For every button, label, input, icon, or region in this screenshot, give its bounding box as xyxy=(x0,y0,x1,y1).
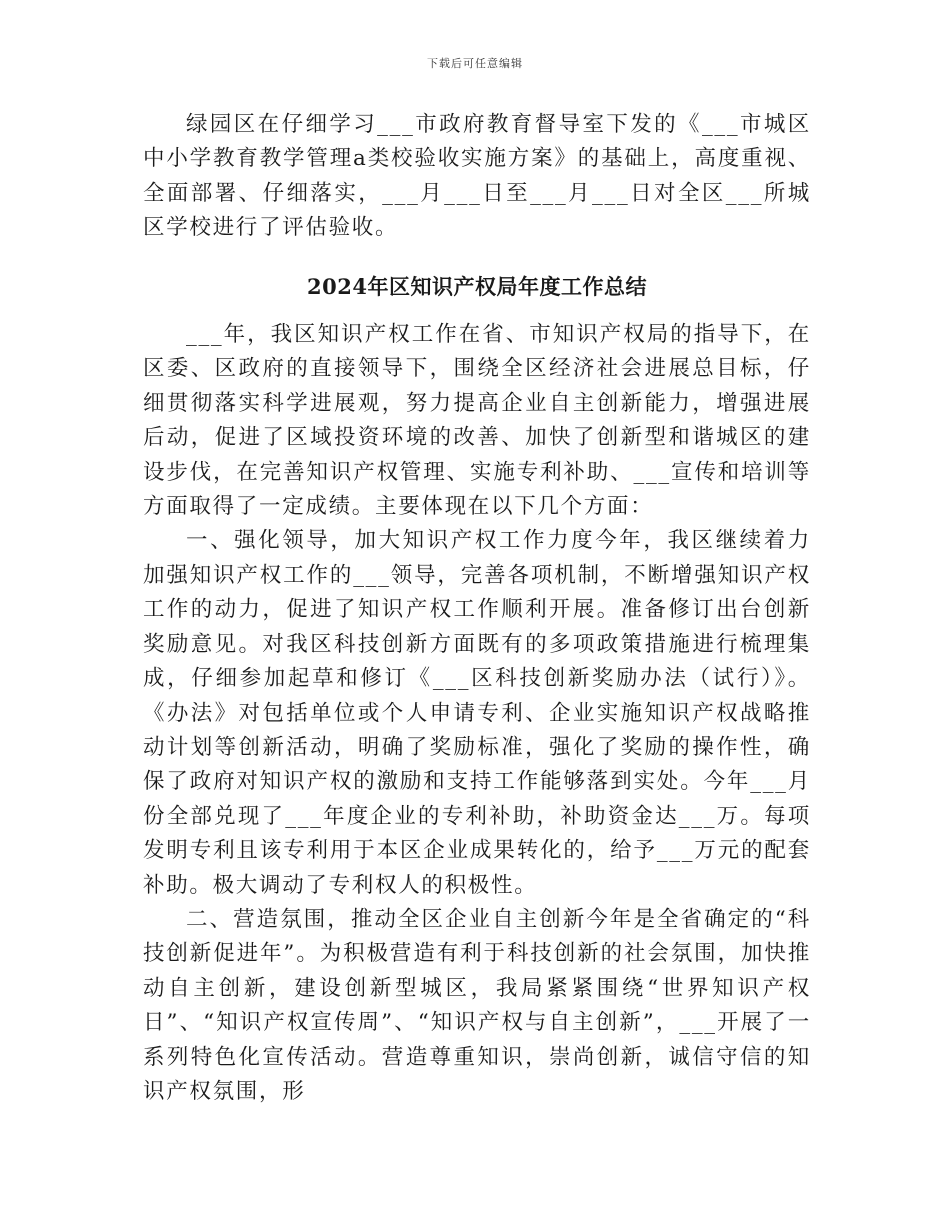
document-title: 2024年区知识产权局年度工作总结 xyxy=(307,273,647,299)
paragraph-overview: ___年，我区知识产权工作在省、市知识产权局的指导下，在区委、区政府的直接领导下，围绕全区经济社会进展总目标，仔细贯彻落实科学进展观，努力提高企业自主创新能力，增强进展后动，促进了区域投资环境的改善、加快了创新型和谐城区的建设步伐，在完善知识产权管理、实施专利补助、___宣传和培训等方面取得了一定成绩。主要体现在以下几个方面： xyxy=(143,322,811,520)
page-header-note: 下载后可任意编辑 xyxy=(427,57,523,70)
intro-paragraph: 绿园区在仔细学习___市政府教育督导室下发的《___市城区中小学教育教学管理a类校验收实施方案》的基础上，高度重视、全面部署、仔细落实，___月___日至___月___日对全区___所城区学校进行了评估验收。 xyxy=(143,112,811,241)
paragraph-section-two: 二、营造氛围，推动全区企业自主创新今年是全省确定的“科技创新促进年”。为积极营造有利于科技创新的社会氛围，加快推动自主创新，建设创新型城区，我局紧紧围绕“世界知识产权日”、“知识产权宣传周”、“知识产权与自主创新”，___开展了一系列特色化宣传活动。营造尊重知识，崇尚创新，诚信守信的知识产权氛围，形 xyxy=(143,906,811,1104)
document-body xyxy=(143,108,811,1109)
paragraph-section-one: 一、强化领导，加大知识产权工作力度今年，我区继续着力加强知识产权工作的___领导，完善各项机制，不断增强知识产权工作的动力，促进了知识产权工作顺利开展。准备修订出台创新奖励意见。对我区科技创新方面既有的多项政策措施进行梳理集成，仔细参加起草和修订《___区科技创新奖励办法（试行）》。《办法》对包括单位或个人申请专利、企业实施知识产权战略推动计划等创新活动，明确了奖励标准，强化了奖励的操作性，确保了政府对知识产权的激励和支持工作能够落到实处。今年___月份全部兑现了___年度企业的专利补助，补助资金达___万。每项发明专利且该专利用于本区企业成果转化的，给予___万元的配套补助。极大调动了专利权人的积极性。 xyxy=(143,528,811,898)
